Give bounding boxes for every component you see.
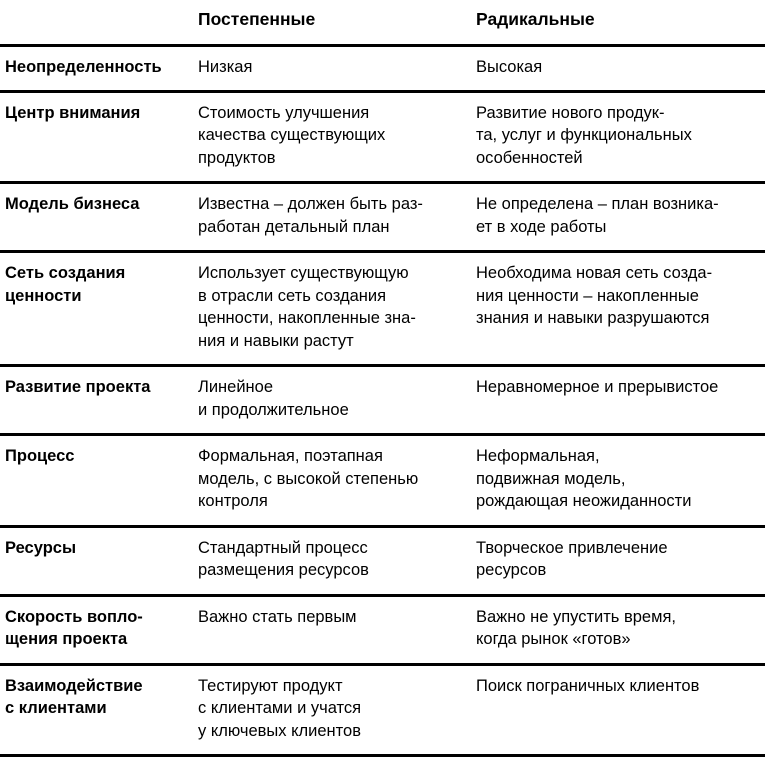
cell-line: Важно стать первым bbox=[198, 607, 357, 626]
cell-line: Ресурсы bbox=[5, 538, 77, 557]
cell-line: контроля bbox=[198, 492, 268, 510]
table-row bbox=[0, 46, 765, 92]
cell-radical bbox=[471, 435, 765, 527]
row-attribute-label bbox=[0, 183, 193, 252]
cell-line: Необходима новая сеть созда- bbox=[476, 264, 713, 282]
table-row bbox=[0, 664, 765, 756]
cell-line: Известна – должен быть раз- bbox=[198, 195, 423, 213]
cell-radical bbox=[471, 183, 765, 252]
cell-line: Развитие проекта bbox=[5, 378, 151, 396]
cell-line: Стандартный процесс bbox=[198, 538, 368, 557]
cell-radical bbox=[471, 366, 765, 435]
cell-line: Линейное bbox=[198, 378, 274, 396]
row-attribute-label bbox=[0, 435, 193, 527]
cell-gradual bbox=[193, 91, 471, 183]
row-attribute-label bbox=[0, 91, 193, 183]
cell-line: размещения ресурсов bbox=[198, 561, 369, 579]
cell-line: Не определена – план возника- bbox=[476, 195, 719, 213]
cell-line: Использует существующую bbox=[198, 264, 409, 282]
row-attribute-label bbox=[0, 526, 193, 595]
row-attribute-label bbox=[0, 366, 193, 435]
cell-radical bbox=[471, 91, 765, 183]
cell-gradual bbox=[193, 526, 471, 595]
table-row bbox=[0, 183, 765, 252]
cell-line: продуктов bbox=[198, 148, 276, 167]
cell-line: у ключевых клиентов bbox=[198, 721, 361, 740]
cell-line: с клиентами bbox=[5, 699, 107, 717]
cell-line: ценности bbox=[5, 286, 82, 305]
cell-line: когда рынок «готов» bbox=[476, 630, 631, 648]
cell-line: работан детальный план bbox=[198, 217, 390, 236]
cell-line: щения проекта bbox=[5, 630, 128, 648]
table-header bbox=[0, 0, 765, 46]
cell-line: Взаимодействие bbox=[5, 676, 143, 695]
cell-line: Творческое привлечение bbox=[476, 538, 668, 557]
cell-line: та, услуг и функциональных bbox=[476, 126, 692, 144]
cell-gradual bbox=[193, 366, 471, 435]
table-row bbox=[0, 91, 765, 183]
cell-radical bbox=[471, 664, 765, 756]
cell-gradual bbox=[193, 435, 471, 527]
cell-line: Процесс bbox=[5, 447, 75, 465]
cell-line: Важно не упустить время, bbox=[476, 607, 676, 626]
cell-radical bbox=[471, 252, 765, 366]
cell-gradual bbox=[193, 595, 471, 664]
cell-radical bbox=[471, 46, 765, 92]
column-header-radical: Радикальные bbox=[476, 9, 595, 29]
table-row bbox=[0, 526, 765, 595]
cell-line: Поиск пограничных клиентов bbox=[476, 676, 700, 695]
cell-line: ценности, накопленные зна- bbox=[198, 309, 416, 327]
row-attribute-label bbox=[0, 664, 193, 756]
cell-line: Неопределенность bbox=[5, 58, 162, 76]
cell-line: Тестируют продукт bbox=[198, 676, 343, 695]
cell-gradual bbox=[193, 183, 471, 252]
cell-line: рождающая неожиданности bbox=[476, 492, 692, 510]
cell-line: Сеть создания bbox=[5, 264, 126, 282]
cell-line: ния и навыки растут bbox=[198, 331, 354, 350]
cell-line: Стоимость улучшения bbox=[198, 103, 370, 122]
table-row bbox=[0, 595, 765, 664]
column-header-gradual: Постепенные bbox=[198, 9, 316, 29]
cell-gradual bbox=[193, 252, 471, 366]
row-attribute-label bbox=[0, 252, 193, 366]
cell-gradual bbox=[193, 664, 471, 756]
cell-radical bbox=[471, 526, 765, 595]
cell-line: Неравномерное и прерывистое bbox=[476, 378, 719, 396]
cell-line: знания и навыки разрушаются bbox=[476, 309, 710, 327]
table-row bbox=[0, 366, 765, 435]
column-header-attribute bbox=[0, 0, 193, 46]
cell-line: Неформальная, bbox=[476, 447, 600, 465]
cell-line: с клиентами и учатся bbox=[198, 699, 362, 717]
cell-line: ресурсов bbox=[476, 561, 547, 579]
cell-line: подвижная модель, bbox=[476, 469, 626, 488]
cell-line: Формальная, поэтапная bbox=[198, 447, 383, 465]
cell-line: ния ценности – накопленные bbox=[476, 286, 699, 305]
cell-line: Высокая bbox=[476, 58, 543, 76]
cell-line: Скорость вопло- bbox=[5, 607, 143, 626]
cell-line: качества существующих bbox=[198, 126, 386, 144]
table-row bbox=[0, 252, 765, 366]
cell-line: Низкая bbox=[198, 58, 253, 76]
cell-line: ет в ходе работы bbox=[476, 217, 607, 236]
row-attribute-label bbox=[0, 595, 193, 664]
table-row bbox=[0, 435, 765, 527]
cell-line: в отрасли сеть создания bbox=[198, 286, 387, 305]
table-header-row bbox=[0, 0, 765, 46]
row-attribute-label bbox=[0, 46, 193, 92]
cell-radical bbox=[471, 595, 765, 664]
cell-line: и продолжительное bbox=[198, 400, 349, 419]
cell-line: особенностей bbox=[476, 148, 583, 167]
cell-line: Развитие нового продук- bbox=[476, 103, 665, 122]
cell-gradual bbox=[193, 46, 471, 92]
cell-line: модель, с высокой степенью bbox=[198, 469, 419, 488]
cell-line: Центр внимания bbox=[5, 103, 141, 122]
table-body bbox=[0, 46, 765, 756]
cell-line: Модель бизнеса bbox=[5, 195, 140, 213]
